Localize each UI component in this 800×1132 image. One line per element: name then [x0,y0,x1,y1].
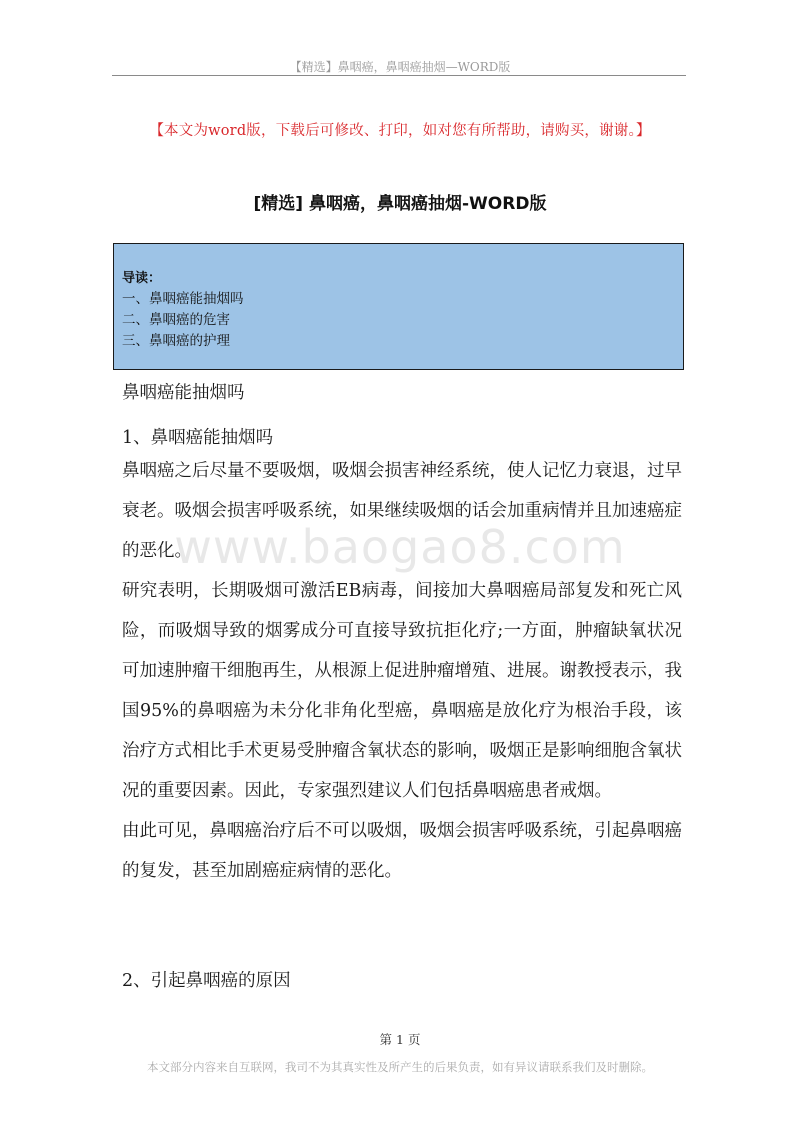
guide-label: 导读： [122,271,162,286]
guide-item-1: 一、鼻咽癌能抽烟吗 [122,291,244,307]
page-header: 【精选】鼻咽癌，鼻咽癌抽烟—WORD版 [289,60,511,74]
paragraph-2: 研究表明，长期吸烟可激活EB病毒，间接加大鼻咽癌局部复发和死亡风险，而吸烟导致的烟雾成分可直接导致抗拒化疗;一方面，肿瘤缺氧状况可加速肿瘤干细胞再生，从根源上促进肿瘤增殖、进展。谢教授表示，我国95%的鼻咽癌为未分化非角化型癌，鼻咽癌是放化疗为根治手段，该治疗方式相比手术更易受肿瘤含氧状态的影响，吸烟正是影响细胞含氧状况的重要因素。因此，专家强烈建议人们包括鼻咽癌患者戒烟。 [122,581,682,801]
sub-heading-2: 2、引起鼻咽癌的原因 [122,971,291,991]
page-number: 第 1 页 [379,1032,421,1047]
paragraph-1: 鼻咽癌之后尽量不要吸烟，吸烟会损害神经系统，使人记忆力衰退，过早衰老。吸烟会损害呼吸系统，如果继续吸烟的话会加重病情并且加速癌症的恶化。 [122,461,682,561]
purchase-notice: 【本文为word版，下载后可修改、打印，如对您有所帮助，请购买，谢谢。】 [149,123,651,139]
guide-item-3: 三、鼻咽癌的护理 [122,333,230,349]
guide-box [113,243,684,370]
document-title: [精选] 鼻咽癌，鼻咽癌抽烟-WORD版 [253,194,547,214]
paragraph-3: 由此可见，鼻咽癌治疗后不可以吸烟，吸烟会损害呼吸系统，引起鼻咽癌的复发，甚至加剧癌症病情的恶化。 [122,821,682,881]
sub-heading-1: 1、鼻咽癌能抽烟吗 [122,428,274,448]
guide-item-2: 二、鼻咽癌的危害 [122,312,230,328]
disclaimer-footer: 本文部分内容来自互联网，我司不为其真实性及所产生的后果负责，如有异议请联系我们及时删除。 [147,1060,653,1074]
body-paragraphs [122,451,682,891]
watermark: www.baogao8.com [174,520,626,574]
section-heading: 鼻咽癌能抽烟吗 [122,383,245,403]
header-divider [112,75,686,76]
